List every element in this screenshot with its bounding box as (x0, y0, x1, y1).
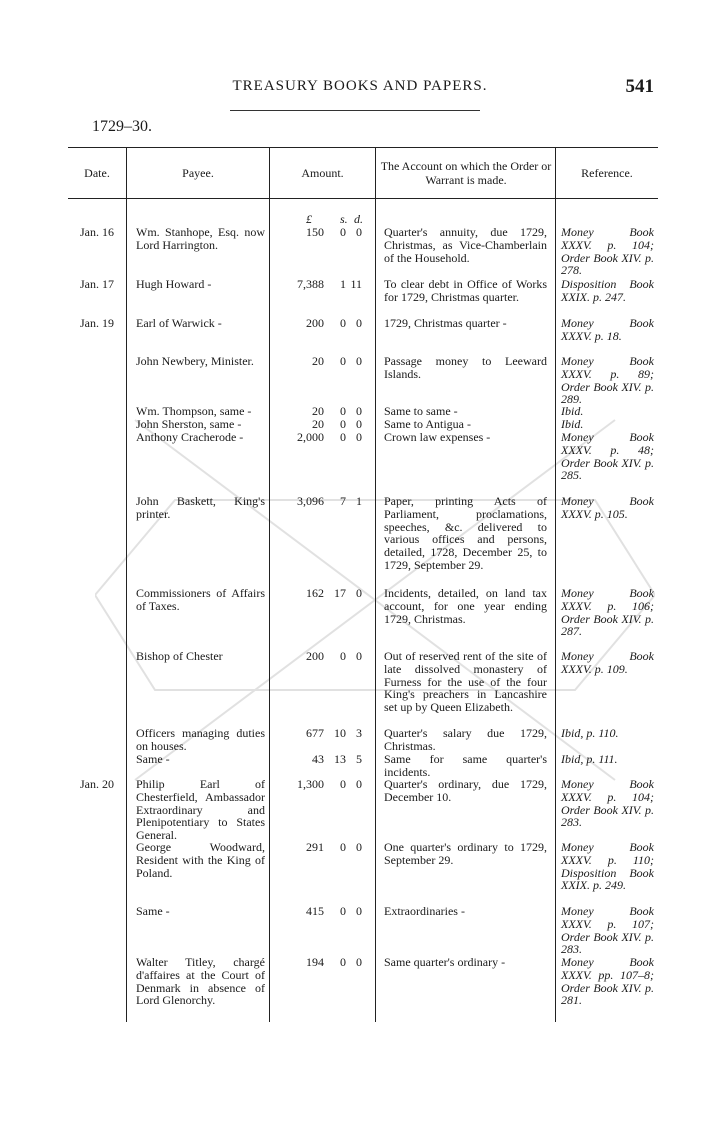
amount-pence: 0 (356, 316, 362, 330)
row-account: Passage money to Leeward Islands. (384, 354, 547, 381)
row-date: Jan. 20 (80, 777, 114, 791)
row-account: Paper, printing Acts of Parliament, proclamations, speeches, &c. delivered to various offices and persons, detailed, 1728, December 25, to 1729, September 29. (384, 494, 547, 572)
row-payee: Bishop of Chester (136, 649, 223, 663)
row-account: Same for same quarter's incidents. (384, 752, 547, 779)
amount-shillings: 0 (340, 404, 346, 418)
running-title: TREASURY BOOKS AND PAPERS. (232, 78, 488, 94)
row-payee: Anthony Cracherode - (136, 430, 244, 444)
amount-shillings: 1 (340, 277, 346, 291)
amount-shillings: 0 (340, 430, 346, 444)
amount-shillings: 10 (334, 726, 346, 740)
amount-shillings: 0 (340, 777, 346, 791)
row-account: One quarter's ordinary to 1729, September 29. (384, 840, 547, 867)
column-divider (126, 147, 127, 1022)
row-account: Extraordinaries - (384, 904, 465, 918)
column-header-reference: Reference. (581, 166, 633, 180)
amount-shillings: 0 (340, 354, 346, 368)
row-reference: Ibid, p. 110. (561, 726, 619, 740)
amount-pence: 0 (356, 649, 362, 663)
row-reference: Money Book XXXV. p. 104; Order Book XIV. p. 278. (561, 225, 654, 278)
amount-shillings: 0 (340, 904, 346, 918)
row-reference: Money Book XXXV. p. 110; Disposition Book XXIX. p. 249. (561, 840, 654, 893)
row-reference: Money Book XXXV. p. 105. (561, 494, 654, 521)
amount-pence: 0 (356, 430, 362, 444)
amount-pence: 11 (350, 277, 362, 291)
row-account: Quarter's ordinary, due 1729, December 10. (384, 777, 547, 804)
amount-pounds: 43 (312, 752, 324, 766)
row-account: Same quarter's ordinary - (384, 955, 506, 969)
column-divider (555, 147, 556, 1022)
amount-pence: 0 (356, 955, 362, 969)
row-reference: Money Book XXXV. p. 107; Order Book XIV. p. 283. (561, 904, 654, 957)
row-reference: Money Book XXXV. p. 48; Order Book XIV. p. 285. (561, 430, 654, 483)
row-reference: Disposition Book XXIX. p. 247. (561, 277, 654, 304)
row-payee: Wm. Stanhope, Esq. now Lord Harrington. (136, 225, 265, 252)
column-divider (269, 147, 270, 1022)
amount-pounds: 150 (306, 225, 324, 239)
amount-pounds: 194 (306, 955, 324, 969)
amount-pounds: 20 (312, 404, 324, 418)
amount-shillings: 13 (334, 752, 346, 766)
amount-pence: 0 (356, 840, 362, 854)
row-date: Jan. 19 (80, 316, 114, 330)
amount-pounds: 291 (306, 840, 324, 854)
column-header-account: The Account on which the Order or Warrant is made. (380, 159, 552, 187)
pence-unit: d. (354, 212, 363, 226)
row-payee: Same - (136, 904, 170, 918)
amount-pounds: 415 (306, 904, 324, 918)
row-payee: John Baskett, King's printer. (136, 494, 265, 521)
amount-pence: 0 (356, 417, 362, 431)
amount-pence: 0 (356, 225, 362, 239)
row-account: Out of reserved rent of the site of late dissolved monastery of Furness for the use of the four King's preachers in Lancashire set up by Queen Elizabeth. (384, 649, 547, 715)
row-payee: John Sherston, same - (136, 417, 242, 431)
pounds-unit: £ (306, 212, 312, 226)
amount-pence: 3 (356, 726, 362, 740)
row-reference: Money Book XXXV. pp. 107–8; Order Book XIV. p. 281. (561, 955, 654, 1008)
amount-pence: 1 (356, 494, 362, 508)
row-payee: Officers managing duties on houses. (136, 726, 265, 753)
row-payee: Wm. Thompson, same - (136, 404, 252, 418)
row-account: To clear debt in Office of Works for 1729, Christmas quarter. (384, 277, 547, 304)
row-payee: Walter Titley, chargé d'affaires at the Court of Denmark in absence of Lord Glenorchy. (136, 955, 265, 1008)
amount-shillings: 0 (340, 225, 346, 239)
amount-pence: 0 (356, 904, 362, 918)
row-reference: Money Book XXXV. p. 89; Order Book XIV. p. 289. (561, 354, 654, 407)
row-account: Quarter's salary due 1729, Christmas. (384, 726, 547, 753)
amount-pounds: 7,388 (297, 277, 324, 291)
row-account: Same to same - (384, 404, 458, 418)
amount-shillings: 0 (340, 840, 346, 854)
row-reference: Ibid. (561, 404, 584, 418)
amount-pounds: 2,000 (297, 430, 324, 444)
row-reference: Money Book XXXV. p. 106; Order Book XIV. p. 287. (561, 586, 654, 639)
row-date: Jan. 16 (80, 225, 114, 239)
header-bottom-rule (68, 198, 658, 199)
year-heading: 1729–30. (92, 118, 152, 135)
amount-pence: 0 (356, 586, 362, 600)
row-account: Incidents, detailed, on land tax account, for one year ending 1729, Christmas. (384, 586, 547, 626)
row-reference: Money Book XXXV. p. 18. (561, 316, 654, 343)
page-number: 541 (625, 76, 654, 97)
amount-pounds: 20 (312, 354, 324, 368)
row-payee: Philip Earl of Chesterfield, Ambassador Extraordinary and Plenipotentiary to States General. (136, 777, 265, 843)
amount-shillings: 0 (340, 417, 346, 431)
row-account: Crown law expenses - (384, 430, 491, 444)
amount-shillings: 7 (340, 494, 346, 508)
row-reference: Ibid, p. 111. (561, 752, 618, 766)
amount-pounds: 20 (312, 417, 324, 431)
row-payee: Commissioners of Affairs of Taxes. (136, 586, 265, 613)
amount-pounds: 200 (306, 649, 324, 663)
amount-pounds: 677 (306, 726, 324, 740)
row-account: Same to Antigua - (384, 417, 471, 431)
column-divider (375, 147, 376, 1022)
row-account: Quarter's annuity, due 1729, Christmas, as Vice-Chamberlain of the Household. (384, 225, 547, 265)
row-payee: George Woodward, Resident with the King of Poland. (136, 840, 265, 880)
amount-pence: 0 (356, 777, 362, 791)
row-account: 1729, Christmas quarter - (384, 316, 507, 330)
amount-shillings: 0 (340, 955, 346, 969)
column-header-amount: Amount. (301, 166, 344, 180)
row-payee: Same - (136, 752, 170, 766)
amount-shillings: 17 (334, 586, 346, 600)
row-reference: Money Book XXXV. p. 104; Order Book XIV. p. 283. (561, 777, 654, 830)
amount-shillings: 0 (340, 649, 346, 663)
amount-pence: 0 (356, 404, 362, 418)
row-payee: Hugh Howard - (136, 277, 212, 291)
amount-pounds: 200 (306, 316, 324, 330)
amount-pounds: 162 (306, 586, 324, 600)
row-payee: John Newbery, Minister. (136, 354, 254, 368)
amount-pounds: 3,096 (297, 494, 324, 508)
amount-shillings: 0 (340, 316, 346, 330)
row-payee: Earl of Warwick - (136, 316, 222, 330)
row-reference: Money Book XXXV. p. 109. (561, 649, 654, 676)
row-date: Jan. 17 (80, 277, 114, 291)
column-header-payee: Payee. (182, 166, 214, 180)
amount-pence: 5 (356, 752, 362, 766)
column-header-date: Date. (84, 166, 110, 180)
row-reference: Ibid. (561, 417, 584, 431)
shillings-unit: s. (340, 212, 348, 226)
header-rule (230, 110, 480, 111)
amount-pence: 0 (356, 354, 362, 368)
amount-pounds: 1,300 (297, 777, 324, 791)
